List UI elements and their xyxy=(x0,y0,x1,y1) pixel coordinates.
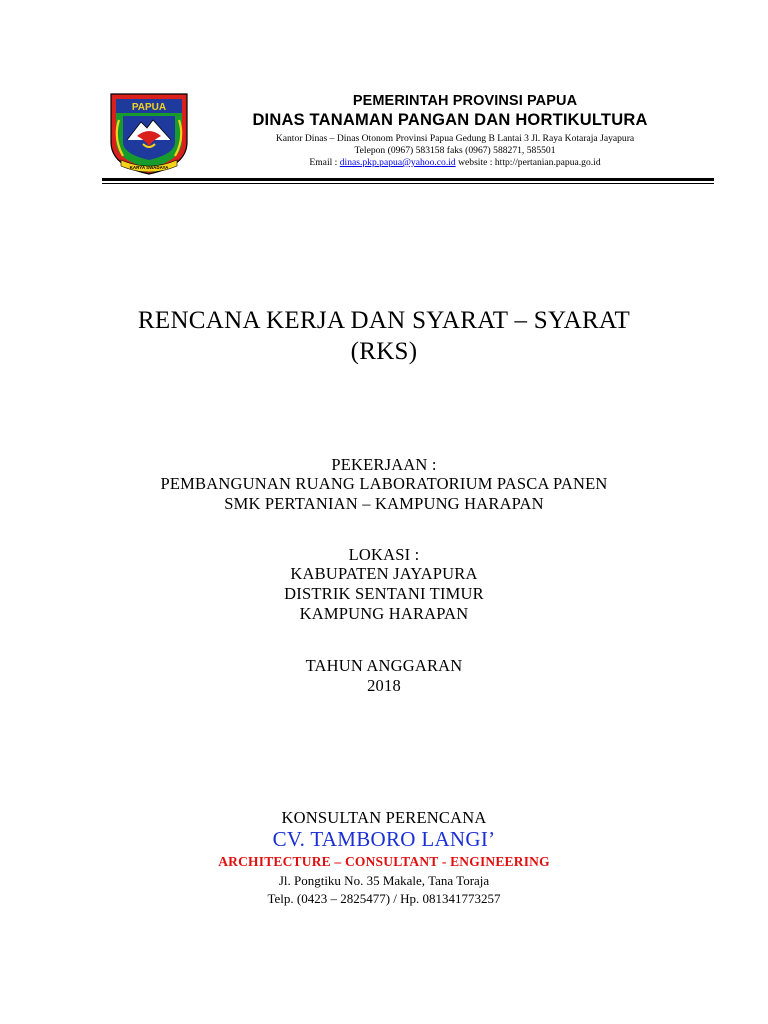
location-line-3: KAMPUNG HARAPAN xyxy=(299,604,469,623)
location-label: LOKASI : xyxy=(348,545,420,564)
email-link[interactable]: dinas.pkp.papua@yahoo.co.id xyxy=(339,157,456,168)
letterhead-contact xyxy=(205,157,705,169)
papua-crest-icon xyxy=(107,90,191,176)
document-title-line1: RENCANA KERJA DAN SYARAT – SYARAT xyxy=(137,307,631,334)
consultant-tagline: ARCHITECTURE – CONSULTANT - ENGINEERING xyxy=(218,854,550,869)
budget-label: TAHUN ANGGARAN xyxy=(305,656,463,675)
consultant-address: Jl. Pongtiku No. 35 Makale, Tana Toraja xyxy=(278,873,490,888)
work-line2: SMK PERTANIAN – KAMPUNG HARAPAN xyxy=(224,494,544,513)
website-text: website : http://pertanian.papua.go.id xyxy=(455,157,601,168)
document-title-line2: (RKS) xyxy=(350,338,418,365)
agency-name: DINAS TANAMAN PANGAN DAN HORTIKULTURA xyxy=(252,111,648,129)
crest-ribbon-text: KARYA SWADAYA xyxy=(129,165,169,170)
consultant-phone: Telp. (0423 – 2825477) / Hp. 081341773257 xyxy=(267,891,501,906)
letterhead-phone: Telepon (0967) 583158 faks (0967) 588271, 585501 xyxy=(354,145,556,156)
crest-text-top: PAPUA xyxy=(131,102,167,113)
letterhead-rule-thin xyxy=(102,183,714,184)
consultant-label: KONSULTAN PERENCANA xyxy=(281,808,487,827)
work-line1: PEMBANGUNAN RUANG LABORATORIUM PASCA PANEN xyxy=(160,474,608,493)
letterhead-address: Kantor Dinas – Dinas Otonom Provinsi Papua Gedung B Lantai 3 Jl. Raya Kotaraja Jayapura xyxy=(275,133,635,144)
work-label: PEKERJAAN : xyxy=(331,455,437,474)
location-line-1: KABUPATEN JAYAPURA xyxy=(290,564,478,583)
letterhead-rule-thick xyxy=(102,178,714,181)
government-name: PEMERINTAH PROVINSI PAPUA xyxy=(352,93,578,109)
letterhead xyxy=(0,0,768,190)
email-label: Email : xyxy=(309,157,340,168)
budget-year: 2018 xyxy=(367,676,401,695)
consultant-company: CV. TAMBORO LANGI’ xyxy=(272,827,496,851)
location-line-2: DISTRIK SENTANI TIMUR xyxy=(284,584,484,603)
